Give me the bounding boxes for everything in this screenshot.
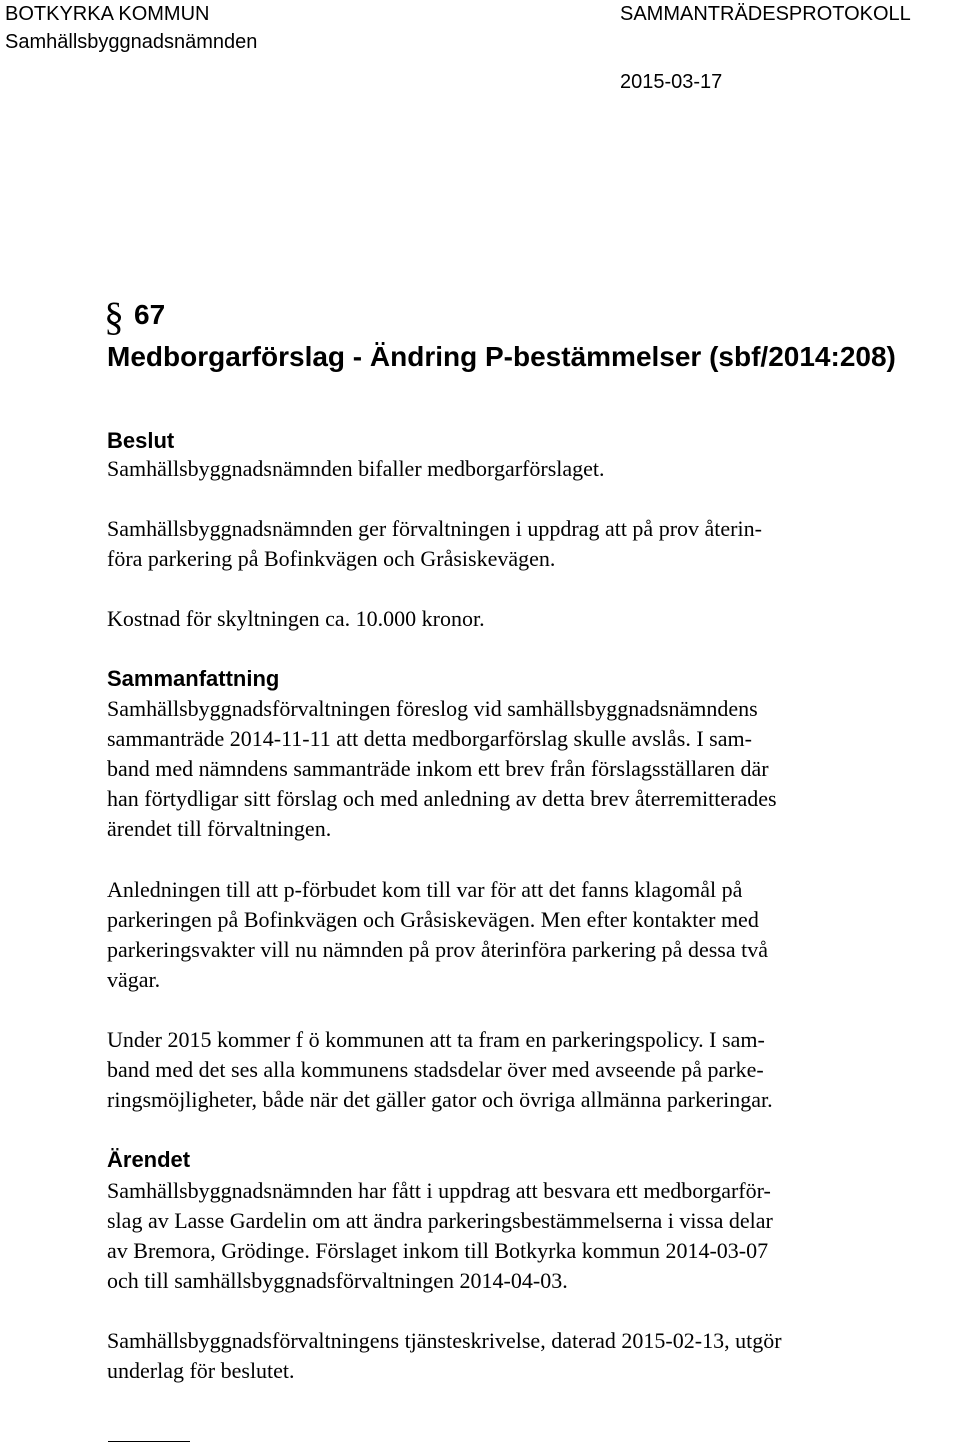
arendet-paragraph bbox=[107, 1176, 960, 1296]
text-line: föra parkering på Bofinkvägen och Gråsiskevägen. bbox=[107, 546, 556, 571]
sammanfattning-paragraph bbox=[107, 1025, 960, 1115]
meeting-date: 2015-03-17 bbox=[620, 71, 723, 93]
text-line: och till samhällsbyggnadsförvaltningen 2014-04-03. bbox=[107, 1268, 568, 1293]
text-line: Samhällsbyggnadsförvaltningens tjänsteskrivelse, daterad 2015-02-13, utgör bbox=[107, 1328, 782, 1353]
beslut-paragraph bbox=[107, 604, 960, 634]
arendet-paragraph bbox=[107, 1326, 960, 1386]
text-line: underlag för beslutet. bbox=[107, 1358, 295, 1383]
text-line: Samhällsbyggnadsnämnden ger förvaltningen i uppdrag att på prov återin- bbox=[107, 516, 762, 541]
text-line: sammanträde 2014-11-11 att detta medborgarförslag skulle avslås. I sam- bbox=[107, 726, 752, 751]
paragraph-number: 67 bbox=[134, 299, 166, 330]
text-line: slag av Lasse Gardelin om att ändra parkeringsbestämmelserna i vissa delar bbox=[107, 1208, 773, 1233]
text-line: ärendet till förvaltningen. bbox=[107, 816, 332, 841]
text-line: parkeringen på Bofinkvägen och Gråsiskevägen. Men efter kontakter med bbox=[107, 907, 759, 932]
text-line: band med nämndens sammanträde inkom ett brev från förslagsställaren där bbox=[107, 756, 769, 781]
text-line: vägar. bbox=[107, 967, 161, 992]
board-name: Samhällsbyggnadsnämnden bbox=[5, 31, 258, 53]
text-line: Samhällsbyggnadsförvaltningen föreslog vid samhällsbyggnadsnämndens bbox=[107, 696, 758, 721]
section-symbol: § bbox=[104, 294, 124, 339]
beslut-paragraph bbox=[107, 454, 960, 484]
sammanfattning-paragraph bbox=[107, 694, 960, 844]
organization-name: BOTKYRKA KOMMUN bbox=[5, 3, 210, 25]
text-line: Samhällsbyggnadsnämnden bifaller medborgarförslaget. bbox=[107, 456, 605, 481]
page-title: Medborgarförslag - Ändring P-bestämmelser (sbf/2014:208) bbox=[107, 341, 896, 372]
text-line: parkeringsvakter vill nu nämnden på prov återinföra parkering på dessa två bbox=[107, 937, 768, 962]
text-line: han förtydligar sitt förslag och med anledning av detta brev återremitterades bbox=[107, 786, 777, 811]
heading-sammanfattning: Sammanfattning bbox=[107, 666, 280, 691]
heading-arendet: Ärendet bbox=[107, 1147, 191, 1172]
text-line: Kostnad för skyltningen ca. 10.000 kronor. bbox=[107, 606, 485, 631]
heading-beslut: Beslut bbox=[107, 428, 175, 453]
text-line: av Bremora, Grödinge. Förslaget inkom till Botkyrka kommun 2014-03-07 bbox=[107, 1238, 769, 1263]
text-line: Samhällsbyggnadsnämnden har fått i uppdrag att besvara ett medborgarför- bbox=[107, 1178, 771, 1203]
text-line: band med det ses alla kommunens stadsdelar över med avseende på parke- bbox=[107, 1057, 764, 1082]
text-line: Under 2015 kommer f ö kommunen att ta fram en parkeringspolicy. I sam- bbox=[107, 1027, 765, 1052]
text-line: ringsmöjligheter, både när det gäller gator och övriga allmänna parkeringar. bbox=[107, 1087, 773, 1112]
document-type: SAMMANTRÄDESPROTOKOLL bbox=[620, 3, 911, 25]
text-line: Anledningen till att p-förbudet kom till var för att det fanns klagomål på bbox=[107, 877, 743, 902]
sammanfattning-paragraph bbox=[107, 875, 960, 995]
beslut-paragraph bbox=[107, 514, 960, 574]
footnote-divider bbox=[108, 1441, 190, 1442]
